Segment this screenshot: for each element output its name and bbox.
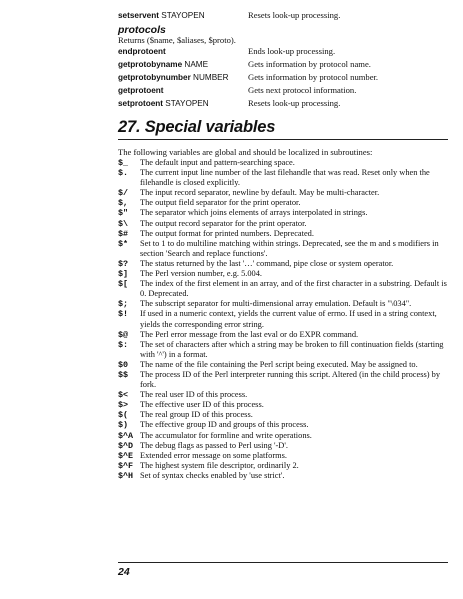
variable-description: The real user ID of this process. (140, 390, 248, 400)
function-entry-setservent (118, 9, 448, 22)
variable-entry (118, 259, 448, 269)
variable-entry (118, 158, 448, 168)
variable-entry (118, 309, 448, 329)
footer-rule (118, 562, 448, 563)
variable-description: The output field separator for the print operator. (140, 198, 301, 208)
variable-name: $. (118, 168, 129, 179)
variable-name: $^D (118, 440, 134, 451)
section-title: 27. Special variables (118, 118, 276, 136)
function-description: Gets information by protocol name. (248, 59, 371, 69)
variable-name: $^H (118, 470, 134, 481)
variable-name: $^F (118, 460, 134, 471)
variable-name: $? (118, 258, 129, 269)
variable-entry (118, 229, 448, 239)
variable-name: $@ (118, 329, 129, 340)
variable-entry (118, 370, 448, 390)
variable-name: $\ (118, 218, 129, 229)
variable-name: $) (118, 420, 129, 431)
variable-description: The status returned by the last '…' command, pipe close or system operator. (140, 258, 394, 268)
variable-description: Extended error message on some platforms. (140, 450, 287, 460)
variable-name: $[ (118, 279, 129, 290)
variable-description: The current input line number of the last filehandle that was read. Reset only when the filehandle is closed explicitly. (140, 168, 430, 188)
variable-description: The index of the first element in an array, and of the first character in a substring. Default is 0. Deprecated. (140, 279, 447, 299)
variable-description: The real group ID of this process. (140, 410, 253, 420)
function-description: Resets look-up processing. (248, 10, 341, 20)
variable-entry (118, 168, 448, 188)
variable-description: The set of characters after which a string may be broken to fill continuation fields (starting with '^') in a format. (140, 339, 444, 359)
variable-name: $_ (118, 158, 129, 168)
page-number: 24 (118, 566, 130, 578)
variable-entry (118, 198, 448, 208)
variable-description: If used in a numeric context, yields the current value of errno. If used in a string context, yields the corresponding error string. (140, 309, 437, 329)
variable-name: $; (118, 299, 129, 310)
variable-name: $^E (118, 450, 134, 461)
variable-description: The output record separator for the print operator. (140, 218, 307, 228)
function-description: Gets information by protocol number. (248, 72, 379, 82)
function-signature: setservent STAYOPEN (118, 11, 205, 20)
variable-name: $! (118, 309, 129, 320)
variable-description: The input record separator, newline by default. May be multi-character. (140, 188, 380, 198)
function-description: Ends look-up processing. (248, 46, 336, 56)
variable-description: The default input and pattern-searching space. (140, 158, 295, 167)
variable-name: $/ (118, 188, 129, 199)
variable-description: The name of the file containing the Perl script being executed. May be assigned to. (140, 359, 418, 369)
variable-entry (118, 208, 448, 218)
variable-description: Set to 1 to do multiline matching within strings. Deprecated, see the m and s modifiers in section 'Search and replace functions'. (140, 238, 439, 258)
variable-name: $( (118, 410, 129, 421)
variable-description: The debug flags as passed to Perl using '-D'. (140, 440, 288, 450)
subsection-heading-protocols: protocols (118, 24, 166, 36)
variable-description: The effective group ID and groups of this process. (140, 420, 309, 430)
variable-description: The Perl error message from the last eval or do EXPR command. (140, 329, 359, 339)
function-description: Gets next protocol information. (248, 85, 357, 95)
variable-description: The accumulator for formline and write operations. (140, 430, 312, 440)
function-signature: getprotobynumber NUMBER (118, 73, 229, 82)
function-description: Resets look-up processing. (248, 98, 341, 108)
variable-description: The process ID of the Perl interpreter running this script. Altered (in the child process) by fork. (140, 369, 441, 390)
variable-entry (118, 390, 448, 400)
variable-entry (118, 431, 448, 441)
variable-name: $# (118, 228, 129, 239)
variable-entry (118, 188, 448, 198)
section-intro: The following variables are global and should be localized in subroutines: (118, 147, 373, 157)
variable-name: $< (118, 390, 129, 401)
variable-description: The output format for printed numbers. Deprecated. (140, 228, 314, 238)
variable-entry (118, 410, 448, 420)
variable-description: The separator which joins elements of arrays interpolated in strings. (140, 208, 368, 218)
variable-name: $] (118, 269, 129, 280)
variable-entry (118, 471, 448, 481)
function-signature: setprotoent STAYOPEN (118, 99, 209, 108)
variable-name: $> (118, 400, 129, 411)
variable-name: $^A (118, 430, 134, 441)
variable-name: $* (118, 238, 129, 249)
function-entry-getprotobyname (118, 58, 448, 71)
variable-entry (118, 360, 448, 370)
variable-description: The Perl version number, e.g. 5.004. (140, 269, 263, 279)
variable-name: $$ (118, 369, 129, 380)
variable-description: The effective user ID of this process. (140, 400, 264, 410)
variable-entry (118, 219, 448, 229)
variable-name: $" (118, 208, 129, 219)
protocols-returns: Returns ($name, $aliases, $proto). (118, 35, 236, 45)
variable-entry (118, 330, 448, 340)
variable-description: The highest system file descriptor, ordinarily 2. (140, 460, 299, 470)
special-variables-list (118, 158, 448, 481)
variable-entry (118, 279, 448, 299)
variable-entry (118, 420, 448, 430)
variable-entry (118, 269, 448, 279)
function-signature: getprotoent (118, 86, 164, 95)
variable-entry (118, 239, 448, 259)
variable-entry (118, 400, 448, 410)
section-rule (118, 139, 448, 140)
variable-entry (118, 340, 448, 360)
function-signature: getprotobyname NAME (118, 60, 209, 69)
variable-name: $0 (118, 359, 129, 370)
variable-entry (118, 461, 448, 471)
variable-entry (118, 441, 448, 451)
function-signature: endprotoent (118, 47, 166, 56)
variable-description: The subscript separator for multi-dimensional array emulation. Default is "\034". (140, 299, 412, 309)
variable-description: Set of syntax checks enabled by 'use strict'. (140, 470, 285, 480)
variable-entry (118, 299, 448, 309)
function-entry-getprotoent (118, 84, 448, 97)
variable-entry (118, 451, 448, 461)
function-entry-setprotoent (118, 97, 448, 110)
variable-name: $: (118, 339, 129, 350)
function-entry-endprotoent (118, 45, 448, 58)
variable-name: $, (118, 198, 129, 209)
function-entry-getprotobynumber (118, 71, 448, 84)
